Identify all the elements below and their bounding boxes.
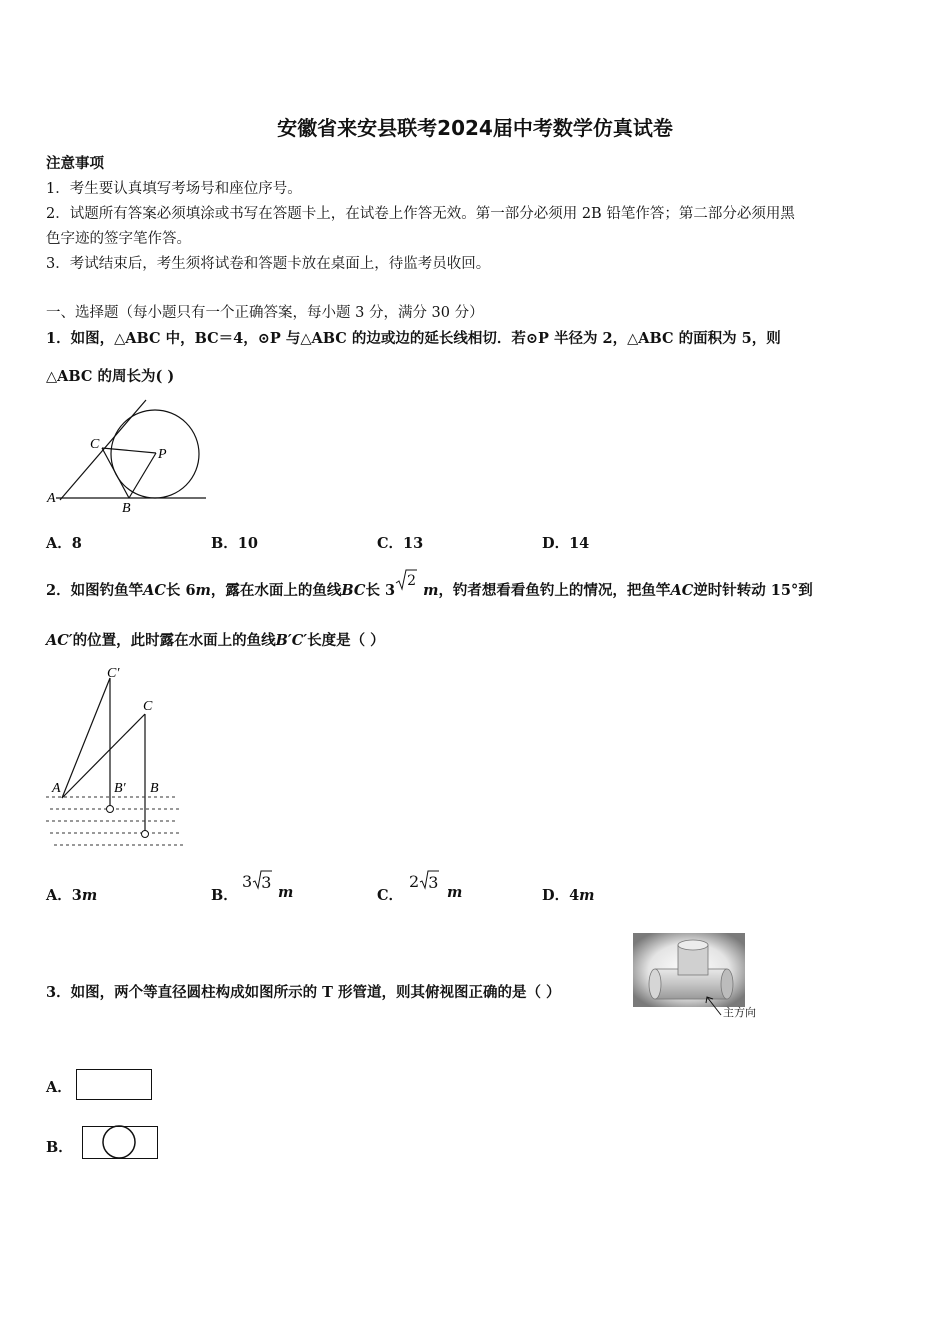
q1-stem-line2: △ABC 的周长为( )	[46, 368, 175, 385]
q2-option-b-unit: m	[278, 884, 294, 901]
sqrt-2: 2	[395, 585, 415, 595]
q2-option-b[interactable]: B．	[211, 887, 238, 904]
q3-figure	[633, 933, 763, 1023]
page-title: 安徽省来安县联考2024届中考数学仿真试卷	[277, 116, 673, 140]
q3-option-a-shape	[76, 1069, 152, 1100]
notice-item: 色字迹的签字笔作答。	[46, 231, 191, 247]
fig-label-c-prime: C′	[107, 666, 120, 681]
notice-item: 2．试题所有答案必须填涂或书写在答题卡上，在试卷上作答无效。第一部分必须用 2B 铅笔作答；第二部分必须用黑	[46, 206, 795, 222]
q2-option-c-expr: 2 3	[409, 872, 439, 892]
fig-label-c: C	[90, 437, 100, 452]
q2-option-b-expr: 3 3	[242, 872, 272, 892]
q3-option-a[interactable]: A．	[46, 1079, 72, 1096]
fig-label-a: A	[47, 491, 56, 506]
q2-option-d[interactable]: D．4m	[542, 887, 595, 904]
section-heading: 一、选择题（每小题只有一个正确答案，每小题 3 分，满分 30 分）	[46, 305, 484, 321]
notice-heading: 注意事项	[46, 155, 104, 172]
fig-label-b: B	[150, 781, 159, 796]
q1-option-d[interactable]: D．14	[542, 535, 590, 552]
q1-figure	[40, 392, 220, 518]
fig-label-b-prime: B′	[114, 781, 126, 796]
fig-label-b: B	[122, 501, 131, 516]
q1-option-a[interactable]: A．8	[46, 535, 82, 552]
q2-option-a[interactable]: A．3m	[46, 887, 98, 904]
fig-label-p: P	[158, 447, 167, 462]
fig-label-a: A	[52, 781, 61, 796]
q3-stem: 3．如图，两个等直径圆柱构成如图所示的 T 形管道，则其俯视图正确的是（ ）	[46, 984, 561, 1001]
q2-stem-line2: AC′的位置，此时露在水面上的鱼线B′C′长度是（ ）	[46, 632, 385, 649]
q2-stem-line1: 2．如图钓鱼竿AC长 6m，露在水面上的鱼线BC长 3 2 m，钓者想看看鱼钓上的情况，把鱼竿AC逆时针转动 15°到	[46, 579, 813, 600]
notice-item: 1．考生要认真填写考场号和座位序号。	[46, 181, 302, 197]
q2-option-c[interactable]: C．	[377, 887, 404, 904]
notice-item: 3．考试结束后，考生须将试卷和答题卡放在桌面上，待监考员收回。	[46, 256, 491, 272]
q1-option-b[interactable]: B．10	[211, 535, 258, 552]
q3-option-b-circle	[100, 1124, 138, 1160]
q3-option-b[interactable]: B．	[46, 1139, 73, 1156]
q2-option-c-unit: m	[447, 884, 463, 901]
q1-stem-line1: 1．如图，△ABC 中，BC＝4，⊙P 与△ABC 的边或边的延长线相切．若⊙P 半径为 2，△ABC 的面积为 5，则	[46, 330, 781, 347]
q2-figure	[44, 660, 194, 852]
fig-label-c: C	[143, 699, 153, 714]
q1-option-c[interactable]: C．13	[377, 535, 424, 552]
fig-caption: 主方向	[723, 1006, 756, 1019]
